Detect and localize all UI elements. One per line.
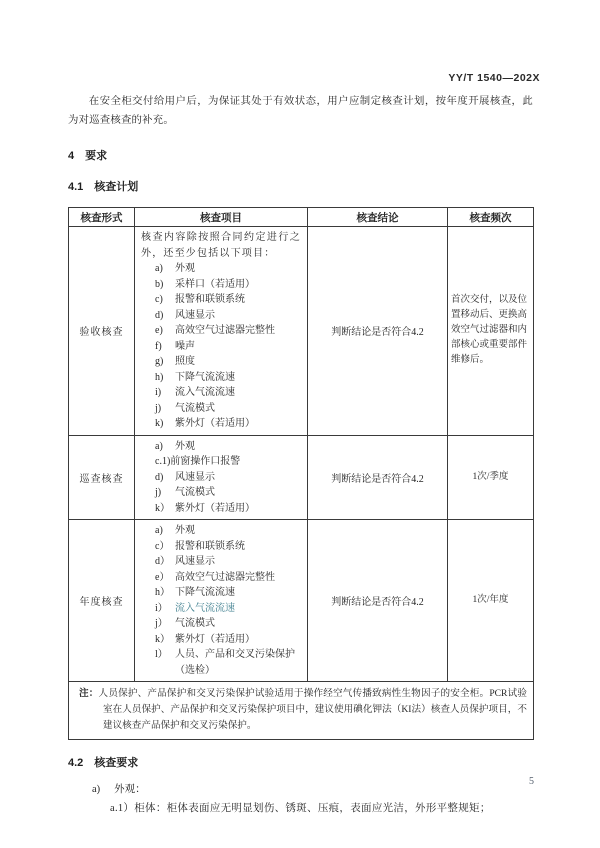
table-row-acceptance-check	[69, 227, 534, 436]
check-item: i) 流入气流流速	[155, 387, 235, 398]
check-item: j) 气流模式	[155, 402, 215, 414]
col-header-check-frequency: 核查频次	[448, 208, 534, 227]
table-row-patrol-check	[69, 435, 534, 520]
check-item: a) 外观	[155, 263, 195, 274]
check-item: k) 紫外灯（若适用）	[155, 418, 255, 429]
check-form-cell: 巡查核查	[69, 435, 135, 520]
check-item: j） 气流模式	[155, 618, 215, 629]
check-item: k） 紫外灯（若适用）	[155, 633, 255, 645]
check-item-list	[155, 261, 301, 432]
requirement-item-a: a) 外观：	[92, 784, 146, 795]
items-intro: 核查内容除按照合同约定进行之外，还至少包括以下项目：	[141, 232, 301, 259]
section-4-2-heading: 4.2 核查要求	[68, 757, 139, 769]
check-item: d） 风速显示	[155, 556, 215, 567]
page-content	[68, 0, 533, 815]
conclusion-cell: 判断结论是否符合4.2	[308, 520, 448, 682]
check-item: e） 高效空气过滤器完整性	[155, 571, 275, 583]
check-item-highlighted: i） 流入气流流速	[155, 602, 235, 614]
check-item: e) 高效空气过滤器完整性	[155, 325, 275, 336]
intro-paragraph: 在安全柜交付给用户后，为保证其处于有效状态，用户应制定核查计划，按年度开展核查，此为对巡查核查的补充。	[68, 96, 533, 126]
check-item: h） 下降气流流速	[155, 587, 235, 598]
page-number: 5	[529, 776, 534, 787]
conclusion-cell: 判断结论是否符合4.2	[308, 227, 448, 436]
check-form-cell: 年度核查	[69, 520, 135, 682]
doc-number-header: YY/T 1540—202X	[448, 72, 540, 84]
check-form-cell: 验收核查	[69, 227, 135, 436]
check-item: k） 紫外灯（若适用）	[155, 502, 255, 514]
col-header-check-conclusion: 核查结论	[308, 208, 448, 227]
note-label: 注：	[79, 688, 99, 699]
check-item: l） 人员、产品和交叉污染保护（选检）	[155, 649, 295, 676]
check-item-list	[155, 523, 301, 678]
frequency-cell: 1次/季度	[448, 435, 534, 520]
check-item: g) 照度	[155, 356, 195, 367]
check-item: c) 报警和联锁系统	[155, 294, 245, 305]
section-4-heading: 4 要求	[68, 150, 108, 162]
check-item: c.1) 前窗操作口报警	[155, 456, 241, 467]
check-items-cell	[135, 520, 308, 682]
table-note-cell	[69, 682, 534, 740]
note-text: 注：人员保护、产品保护和交叉污染保护试验适用于操作经空气传播致病性生物因子的安全柜。PCR试验室在人员保护、产品保护和交叉污染保护项目中，建议使用碘化钾法（KI法）核查人员保护项目，不建议核查产品保护和交叉污染保护。	[79, 688, 527, 731]
check-item: d) 风速显示	[155, 309, 215, 321]
check-item: f) 噪声	[155, 340, 195, 352]
check-plan-table	[68, 207, 534, 740]
check-items-cell	[135, 435, 308, 520]
requirement-item-a1: a.1）柜体：柜体表面应无明显划伤、锈斑、压痕，表面应光洁，外形平整规矩；	[110, 803, 491, 814]
check-item: c） 报警和联锁系统	[155, 540, 245, 552]
section-4-1-heading: 4.1 核查计划	[68, 181, 139, 193]
table-row-annual-check	[69, 520, 534, 682]
check-item-list	[155, 439, 301, 517]
frequency-cell: 1次/年度	[448, 520, 534, 682]
col-header-check-form: 核查形式	[69, 208, 135, 227]
check-item: d) 风速显示	[155, 471, 215, 483]
check-items-cell	[135, 227, 308, 436]
check-item: j) 气流模式	[155, 487, 215, 498]
check-item: a) 外观	[155, 440, 195, 452]
check-item: b) 采样口（若适用）	[155, 278, 255, 290]
col-header-check-items: 核查项目	[135, 208, 308, 227]
conclusion-cell: 判断结论是否符合4.2	[308, 435, 448, 520]
table-header-row	[69, 208, 534, 227]
check-item: a) 外观	[155, 525, 195, 536]
check-item: h) 下降气流流速	[155, 371, 235, 383]
frequency-cell: 首次交付，以及位置移动后、更换高效空气过滤器和内部核心或重要部件维修后。	[448, 227, 534, 436]
table-note-row	[69, 682, 534, 740]
